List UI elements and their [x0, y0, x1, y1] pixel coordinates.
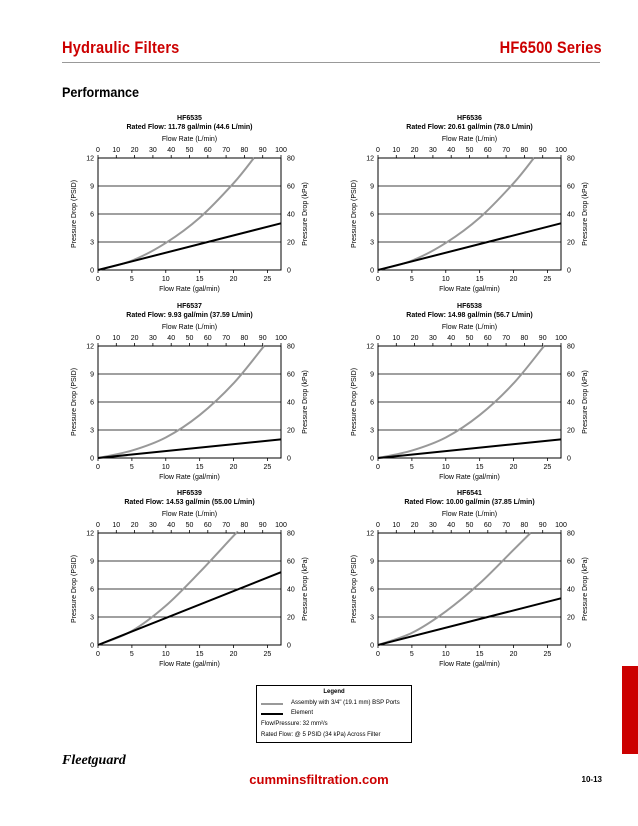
x-axis-label: Flow Rate (gal/min) — [439, 286, 500, 293]
y2-tick-label: 0 — [287, 455, 291, 463]
x2-axis-label: Flow Rate (L/min) — [161, 511, 218, 518]
x-tick-label: 20 — [229, 464, 238, 471]
chart-title: HF6537 — [177, 303, 202, 310]
x-tick-label: 25 — [263, 651, 272, 658]
x-tick-label: 25 — [543, 464, 552, 471]
x2-tick-label: 100 — [555, 147, 567, 154]
x2-tick-label: 70 — [222, 147, 230, 154]
y-tick-label: 0 — [90, 642, 94, 650]
x2-tick-label: 30 — [429, 147, 437, 154]
y2-tick-label: 0 — [287, 642, 291, 650]
x-tick-label: 15 — [475, 276, 484, 283]
x2-tick-label: 40 — [447, 147, 456, 154]
y2-tick-label: 80 — [287, 343, 295, 351]
y-tick-label: 9 — [90, 183, 94, 191]
y-tick-label: 12 — [86, 155, 94, 163]
x2-tick-label: 40 — [447, 522, 456, 529]
header-left-title: Hydraulic Filters — [62, 38, 180, 57]
x2-tick-label: 50 — [185, 522, 194, 529]
chart-title: HF6536 — [457, 115, 482, 122]
x2-tick-label: 10 — [112, 147, 121, 154]
y2-axis-label: Pressure Drop (kPa) — [582, 182, 589, 246]
x-tick-label: 25 — [543, 651, 552, 658]
x-tick-label: 5 — [129, 276, 134, 283]
x2-axis-label: Flow Rate (L/min) — [161, 324, 218, 331]
x-tick-label: 0 — [96, 276, 100, 283]
y-axis-label: Pressure Drop (PSID) — [351, 367, 358, 437]
x-tick-label: 15 — [195, 464, 204, 471]
x-tick-label: 20 — [229, 276, 238, 283]
y-tick-label: 12 — [366, 530, 374, 538]
y2-axis-label: Pressure Drop (kPa) — [302, 370, 309, 434]
x-tick-label: 0 — [96, 464, 100, 471]
x2-tick-label: 70 — [222, 335, 230, 342]
series-line-assembly — [98, 532, 237, 645]
x2-tick-label: 80 — [520, 335, 529, 342]
y2-tick-label: 20 — [567, 427, 575, 435]
x2-tick-label: 10 — [112, 335, 121, 342]
x-tick-label: 10 — [441, 651, 450, 658]
y-tick-label: 6 — [370, 211, 374, 219]
x-tick-label: 25 — [263, 276, 272, 283]
y2-tick-label: 80 — [567, 155, 575, 163]
x2-tick-label: 100 — [275, 522, 287, 529]
chart-hf6541 — [351, 490, 589, 668]
y-tick-label: 12 — [86, 530, 94, 538]
x2-tick-label: 30 — [149, 522, 157, 529]
x2-tick-label: 10 — [392, 522, 401, 529]
chart-title: HF6538 — [457, 303, 482, 310]
x2-tick-label: 0 — [376, 147, 380, 154]
y2-tick-label: 40 — [287, 211, 295, 219]
y2-axis-label: Pressure Drop (kPa) — [582, 370, 589, 434]
x2-tick-label: 80 — [240, 147, 249, 154]
y-tick-label: 3 — [90, 239, 94, 247]
x-tick-label: 10 — [161, 276, 170, 283]
x2-tick-label: 80 — [240, 335, 249, 342]
chart-hf6536 — [351, 115, 589, 293]
y2-tick-label: 80 — [567, 530, 575, 538]
legend-title: Legend — [323, 689, 345, 695]
chart-subtitle: Rated Flow: 9.93 gal/min (37.59 L/min) — [126, 312, 253, 319]
chart-title: HF6541 — [457, 490, 482, 497]
y2-tick-label: 60 — [567, 371, 575, 379]
series-line-element — [98, 223, 281, 270]
x2-tick-label: 70 — [502, 522, 510, 529]
y-tick-label: 0 — [90, 267, 94, 275]
chart-title: HF6535 — [177, 115, 202, 122]
y-tick-label: 12 — [366, 343, 374, 351]
x2-tick-label: 100 — [555, 335, 567, 342]
x2-tick-label: 10 — [112, 522, 121, 529]
y-tick-label: 3 — [370, 239, 374, 247]
y-tick-label: 9 — [90, 371, 94, 379]
x2-tick-label: 0 — [96, 335, 100, 342]
series-line-element — [378, 223, 561, 270]
x2-tick-label: 80 — [240, 522, 249, 529]
y2-tick-label: 20 — [287, 614, 295, 622]
logo-text: Fleetguard — [62, 753, 126, 768]
x-tick-label: 10 — [161, 651, 170, 658]
x2-tick-label: 40 — [167, 147, 176, 154]
x2-tick-label: 10 — [392, 147, 401, 154]
y2-tick-label: 20 — [287, 427, 295, 435]
x2-tick-label: 60 — [483, 335, 492, 342]
x-tick-label: 0 — [376, 651, 380, 658]
x-tick-label: 20 — [509, 276, 518, 283]
x2-tick-label: 90 — [258, 522, 267, 529]
legend-note-viscosity: Flow/Pressure: 32 mm²/s — [261, 721, 328, 727]
series-line-element — [378, 598, 561, 645]
y-tick-label: 6 — [370, 586, 374, 594]
x2-tick-label: 30 — [149, 335, 157, 342]
x-tick-label: 0 — [96, 651, 100, 658]
y2-tick-label: 40 — [287, 586, 295, 594]
x2-tick-label: 40 — [167, 335, 176, 342]
x-tick-label: 20 — [229, 651, 238, 658]
x2-tick-label: 20 — [410, 522, 419, 529]
y2-tick-label: 20 — [567, 614, 575, 622]
x2-tick-label: 40 — [447, 335, 456, 342]
x2-tick-label: 90 — [258, 147, 267, 154]
y2-tick-label: 0 — [567, 642, 571, 650]
x2-tick-label: 90 — [538, 147, 547, 154]
chart-hf6537 — [71, 303, 309, 481]
x2-tick-label: 0 — [96, 147, 100, 154]
x2-tick-label: 70 — [502, 147, 510, 154]
y-tick-label: 3 — [90, 427, 94, 435]
y-tick-label: 0 — [370, 267, 374, 275]
x-tick-label: 5 — [409, 464, 414, 471]
y2-tick-label: 80 — [287, 155, 295, 163]
x2-tick-label: 20 — [130, 522, 139, 529]
legend-label-assembly: Assembly with 3/4" (19.1 mm) BSP Ports — [291, 700, 400, 706]
page-number: 10-13 — [581, 775, 602, 784]
x2-tick-label: 20 — [410, 335, 419, 342]
x2-tick-label: 10 — [392, 335, 401, 342]
y2-tick-label: 0 — [567, 455, 571, 463]
x2-tick-label: 90 — [538, 522, 547, 529]
legend-swatch-element — [261, 713, 283, 715]
x-tick-label: 0 — [376, 276, 380, 283]
x-tick-label: 15 — [195, 276, 204, 283]
y2-tick-label: 40 — [567, 211, 575, 219]
x2-tick-label: 60 — [483, 147, 492, 154]
x2-axis-label: Flow Rate (L/min) — [161, 136, 218, 143]
fleetguard-logo — [62, 750, 130, 768]
y2-tick-label: 60 — [287, 558, 295, 566]
chart-subtitle: Rated Flow: 20.61 gal/min (78.0 L/min) — [406, 124, 533, 131]
y-tick-label: 6 — [370, 399, 374, 407]
x2-tick-label: 100 — [555, 522, 567, 529]
x-tick-label: 15 — [195, 651, 204, 658]
y2-tick-label: 0 — [567, 267, 571, 275]
series-line-element — [98, 439, 281, 458]
y-tick-label: 3 — [370, 427, 374, 435]
y-tick-label: 0 — [370, 642, 374, 650]
x2-tick-label: 80 — [520, 522, 529, 529]
header-right-title: HF6500 Series — [499, 38, 602, 57]
y-tick-label: 9 — [370, 558, 374, 566]
x2-tick-label: 0 — [96, 522, 100, 529]
x-tick-label: 10 — [161, 464, 170, 471]
y2-tick-label: 20 — [287, 239, 295, 247]
x-tick-label: 25 — [543, 276, 552, 283]
y-axis-label: Pressure Drop (PSID) — [71, 367, 78, 437]
x2-tick-label: 20 — [130, 335, 139, 342]
y-tick-label: 3 — [90, 614, 94, 622]
y2-tick-label: 40 — [287, 399, 295, 407]
x2-tick-label: 20 — [410, 147, 419, 154]
x-tick-label: 5 — [409, 276, 414, 283]
y-tick-label: 9 — [370, 371, 374, 379]
y-tick-label: 0 — [370, 455, 374, 463]
y2-axis-label: Pressure Drop (kPa) — [302, 182, 309, 246]
chart-hf6535 — [71, 115, 309, 293]
x-axis-label: Flow Rate (gal/min) — [439, 474, 500, 481]
y-tick-label: 12 — [366, 155, 374, 163]
x-axis-label: Flow Rate (gal/min) — [159, 474, 220, 481]
x2-tick-label: 50 — [465, 335, 474, 342]
legend-label-element: Element — [291, 710, 314, 716]
legend-swatch-assembly — [261, 703, 283, 705]
y-tick-label: 12 — [86, 343, 94, 351]
y2-axis-label: Pressure Drop (kPa) — [582, 557, 589, 621]
y-tick-label: 6 — [90, 399, 94, 407]
x2-tick-label: 40 — [167, 522, 176, 529]
x2-tick-label: 60 — [483, 522, 492, 529]
legend-note-rated-flow: Rated Flow: @ 5 PSID (34 kPa) Across Filter — [261, 732, 381, 738]
y-tick-label: 6 — [90, 586, 94, 594]
x-tick-label: 5 — [129, 651, 134, 658]
x2-tick-label: 50 — [465, 522, 474, 529]
section-title: Performance — [62, 84, 140, 100]
x2-tick-label: 70 — [502, 335, 510, 342]
x2-tick-label: 50 — [465, 147, 474, 154]
x-tick-label: 5 — [409, 651, 414, 658]
chart-subtitle: Rated Flow: 10.00 gal/min (37.85 L/min) — [404, 499, 535, 506]
x-axis-label: Flow Rate (gal/min) — [159, 661, 220, 668]
x2-tick-label: 50 — [185, 147, 194, 154]
y-axis-label: Pressure Drop (PSID) — [71, 179, 78, 249]
chart-hf6539 — [71, 490, 309, 668]
y-tick-label: 3 — [370, 614, 374, 622]
x-tick-label: 15 — [475, 651, 484, 658]
x2-tick-label: 100 — [275, 147, 287, 154]
y-tick-label: 0 — [90, 455, 94, 463]
x2-tick-label: 30 — [429, 335, 437, 342]
x2-tick-label: 90 — [258, 335, 267, 342]
y-tick-label: 6 — [90, 211, 94, 219]
legend — [256, 685, 412, 743]
x-tick-label: 20 — [509, 651, 518, 658]
x2-axis-label: Flow Rate (L/min) — [441, 511, 498, 518]
y2-axis-label: Pressure Drop (kPa) — [302, 557, 309, 621]
y2-tick-label: 80 — [287, 530, 295, 538]
x2-tick-label: 30 — [149, 147, 157, 154]
x-axis-label: Flow Rate (gal/min) — [439, 661, 500, 668]
y-axis-label: Pressure Drop (PSID) — [351, 179, 358, 249]
y2-tick-label: 20 — [567, 239, 575, 247]
x2-axis-label: Flow Rate (L/min) — [441, 324, 498, 331]
y-tick-label: 9 — [370, 183, 374, 191]
series-line-element — [378, 439, 561, 458]
x-tick-label: 25 — [263, 464, 272, 471]
x2-tick-label: 60 — [203, 335, 212, 342]
y-axis-label: Pressure Drop (PSID) — [71, 554, 78, 624]
chart-subtitle: Rated Flow: 11.78 gal/min (44.6 L/min) — [126, 124, 253, 131]
x2-axis-label: Flow Rate (L/min) — [441, 136, 498, 143]
x-tick-label: 20 — [509, 464, 518, 471]
y2-tick-label: 60 — [287, 183, 295, 191]
x2-tick-label: 90 — [538, 335, 547, 342]
y2-tick-label: 0 — [287, 267, 291, 275]
y2-tick-label: 80 — [567, 343, 575, 351]
x2-tick-label: 50 — [185, 335, 194, 342]
x2-tick-label: 30 — [429, 522, 437, 529]
x2-tick-label: 60 — [203, 147, 212, 154]
footer-url[interactable]: cumminsfiltration.com — [249, 772, 389, 787]
x-axis-label: Flow Rate (gal/min) — [159, 286, 220, 293]
section-tab-marker — [622, 666, 638, 754]
chart-hf6538 — [351, 303, 589, 481]
x2-tick-label: 80 — [520, 147, 529, 154]
y2-tick-label: 40 — [567, 399, 575, 407]
x-tick-label: 10 — [441, 276, 450, 283]
y-tick-label: 9 — [90, 558, 94, 566]
x2-tick-label: 0 — [376, 522, 380, 529]
x2-tick-label: 70 — [222, 522, 230, 529]
y2-tick-label: 60 — [567, 558, 575, 566]
x-tick-label: 15 — [475, 464, 484, 471]
x2-tick-label: 100 — [275, 335, 287, 342]
y2-tick-label: 60 — [567, 183, 575, 191]
chart-subtitle: Rated Flow: 14.98 gal/min (56.7 L/min) — [406, 312, 533, 319]
y2-tick-label: 60 — [287, 371, 295, 379]
x-tick-label: 5 — [129, 464, 134, 471]
x2-tick-label: 20 — [130, 147, 139, 154]
chart-title: HF6539 — [177, 490, 202, 497]
y-axis-label: Pressure Drop (PSID) — [351, 554, 358, 624]
y2-tick-label: 40 — [567, 586, 575, 594]
x2-tick-label: 60 — [203, 522, 212, 529]
x-tick-label: 10 — [441, 464, 450, 471]
x2-tick-label: 0 — [376, 335, 380, 342]
x-tick-label: 0 — [376, 464, 380, 471]
chart-subtitle: Rated Flow: 14.53 gal/min (55.00 L/min) — [124, 499, 255, 506]
